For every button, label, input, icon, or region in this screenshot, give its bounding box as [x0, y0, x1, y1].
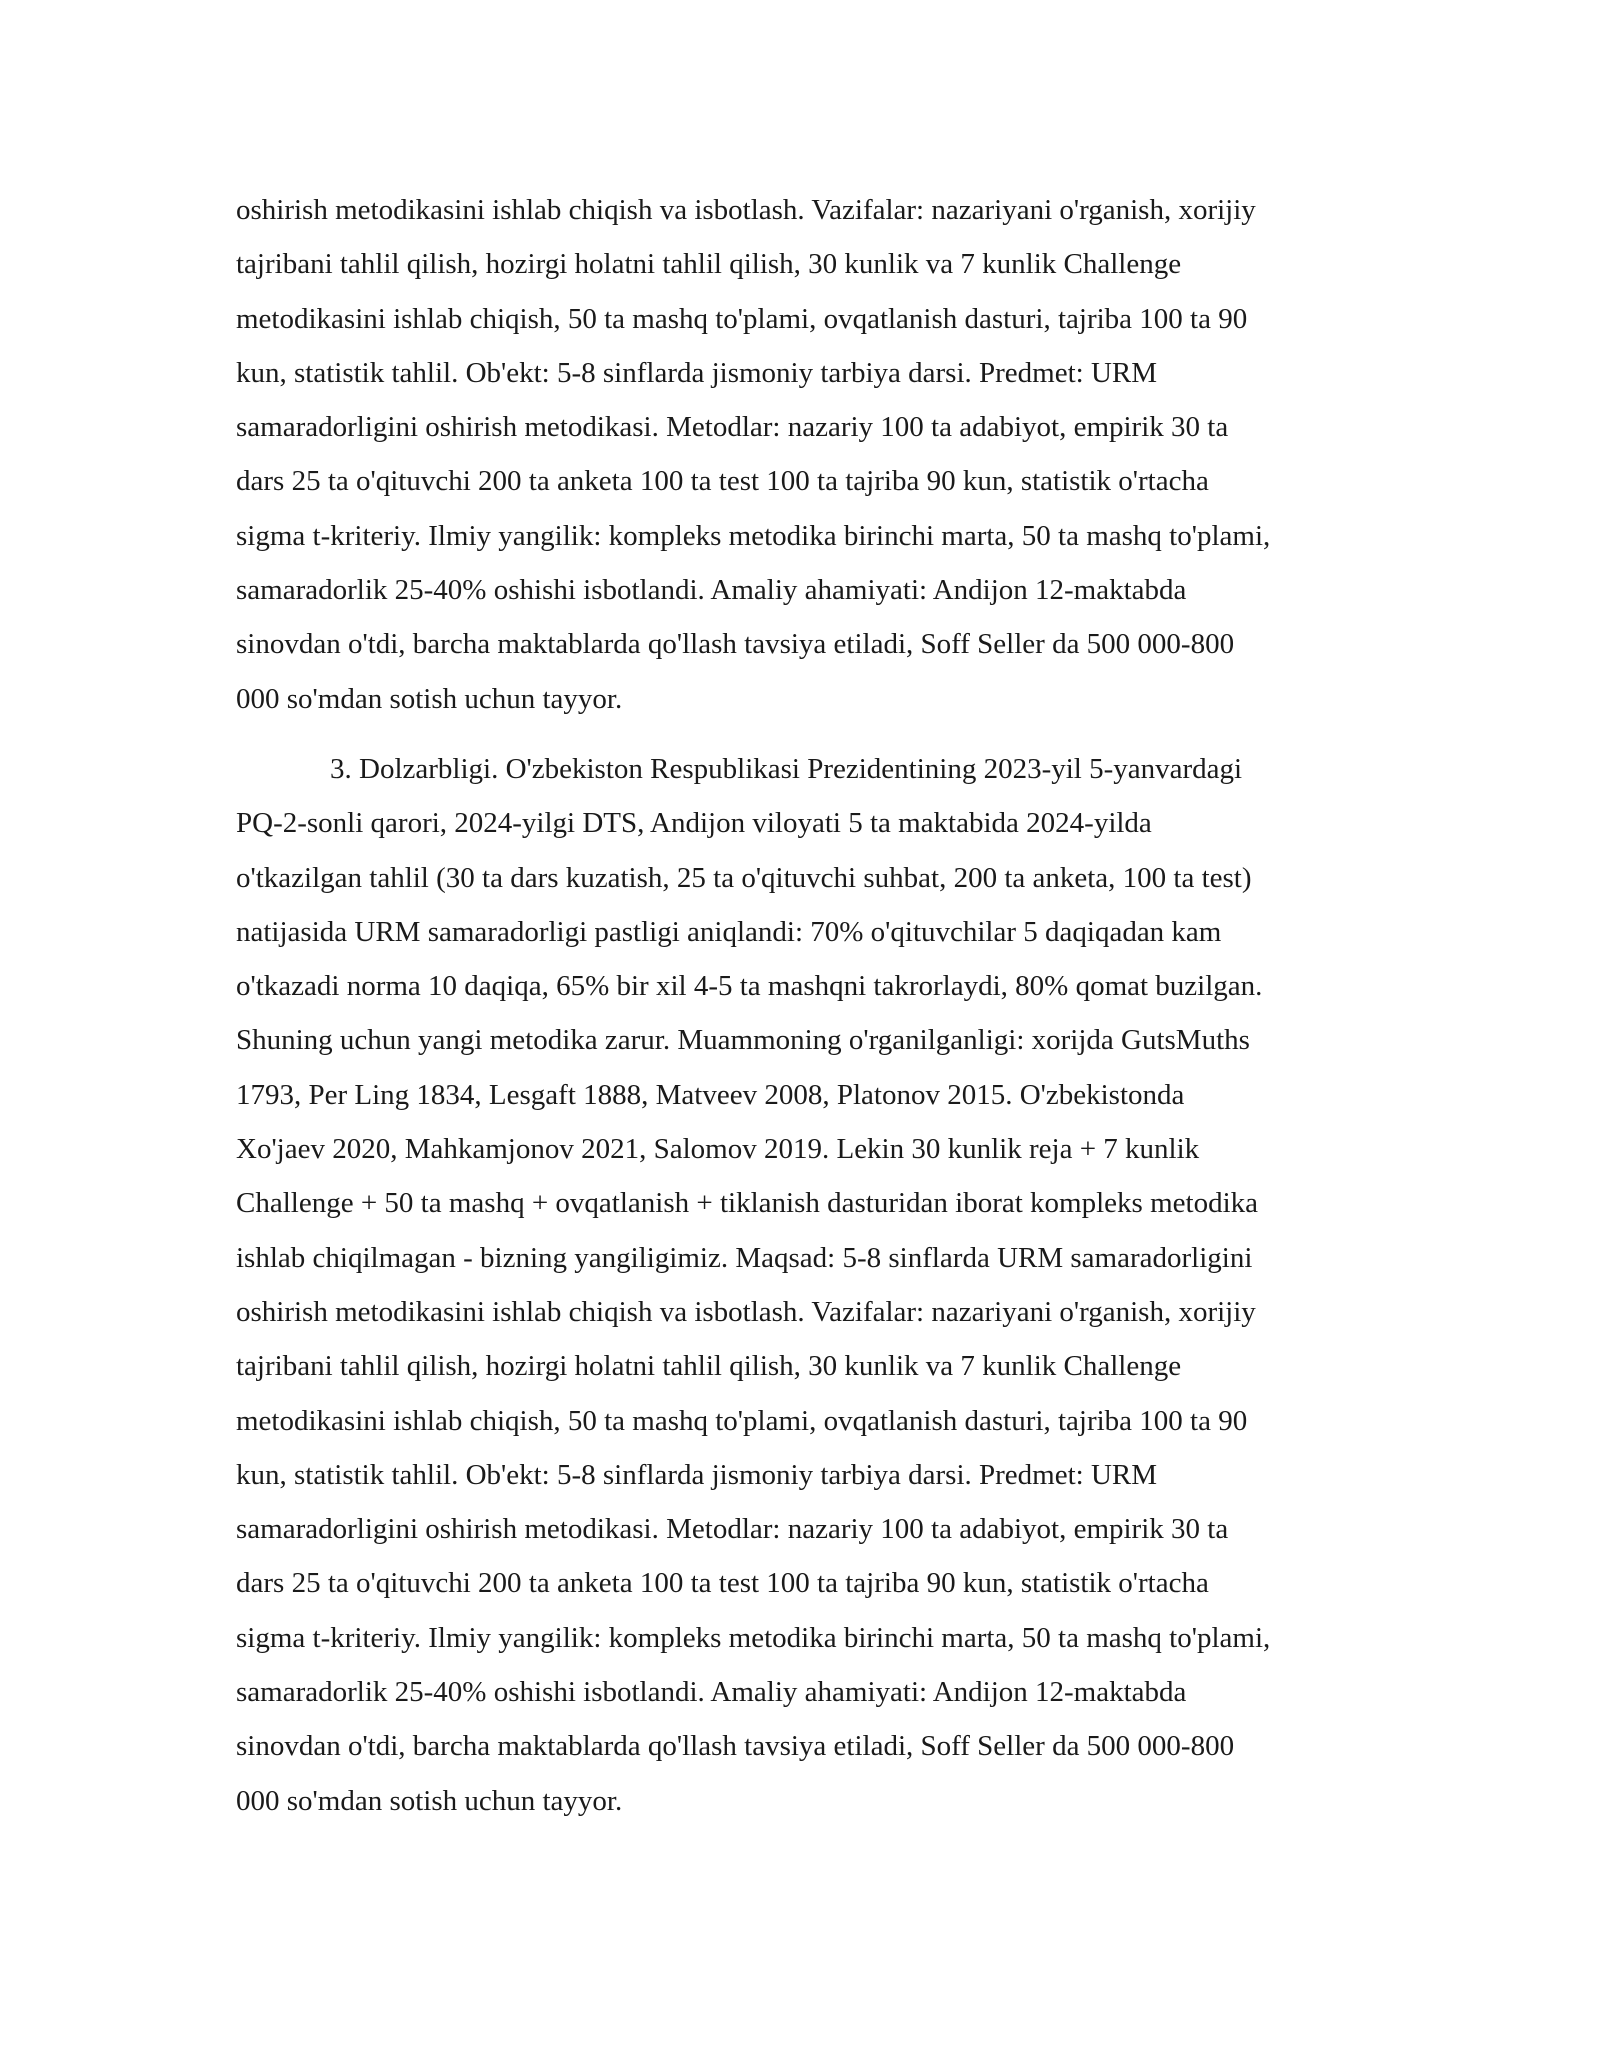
paragraph-1: [236, 183, 1366, 726]
text-line: o'tkazilgan tahlil (30 ta dars kuzatish, 25 ta o'qituvchi suhbat, 200 ta anketa, 100 ta test): [236, 861, 1252, 894]
text-line: sinovdan o'tdi, barcha maktablarda qo'llash tavsiya etiladi, Soff Seller da 500 000-800: [236, 1730, 1235, 1763]
text-line: oshirish metodikasini ishlab chiqish va isbotlash. Vazifalar: nazariyani o'rganish, xorijiy: [236, 194, 1256, 226]
text-line: sinovdan o'tdi, barcha maktablarda qo'llash tavsiya etiladi, Soff Seller da 500 000-800: [236, 628, 1235, 661]
text-line: 000 so'mdan sotish uchun tayyor.: [236, 682, 623, 715]
text-line: sigma t-kriteriy. Ilmiy yangilik: kompleks metodika birinchi marta, 50 ta mashq to'plami,: [236, 1621, 1271, 1654]
text-line: samaradorligini oshirish metodikasi. Metodlar: nazariy 100 ta adabiyot, empirik 30 ta: [236, 411, 1229, 444]
text-line: kun, statistik tahlil. Ob'ekt: 5-8 sinflarda jismoniy tarbiya darsi. Predmet: URM: [236, 356, 1158, 389]
text-line: Xo'jaev 2020, Mahkamjonov 2021, Salomov 2019. Lekin 30 kunlik reja + 7 kunlik: [236, 1133, 1200, 1166]
text-line: tajribani tahlil qilish, hozirgi holatni tahlil qilish, 30 kunlik va 7 kunlik Challenge: [236, 248, 1182, 281]
text-line: Challenge + 50 ta mashq + ovqatlanish + tiklanish dasturidan iborat kompleks metodika: [236, 1187, 1258, 1220]
text-line: 1793, Per Ling 1834, Lesgaft 1888, Matveev 2008, Platonov 2015. O'zbekistonda: [236, 1078, 1185, 1111]
text-line: 000 so'mdan sotish uchun tayyor.: [236, 1784, 623, 1817]
text-line: PQ-2-sonli qarori, 2024-yilgi DTS, Andijon viloyati 5 ta maktabida 2024-yilda: [236, 807, 1152, 840]
text-line: oshirish metodikasini ishlab chiqish va isbotlash. Vazifalar: nazariyani o'rganish, xorijiy: [236, 1295, 1256, 1328]
text-line-first: 3. Dolzarbligi. O'zbekiston Respublikasi Prezidentining 2023-yil 5-yanvardagi: [330, 752, 1243, 785]
text-line: natijasida URM samaradorligi pastligi aniqlandi: 70% o'qituvchilar 5 daqiqadan kam: [236, 915, 1222, 948]
text-line: samaradorligini oshirish metodikasi. Metodlar: nazariy 100 ta adabiyot, empirik 30 ta: [236, 1513, 1229, 1546]
text-line: samaradorlik 25-40% oshishi isbotlandi. Amaliy ahamiyati: Andijon 12-maktabda: [236, 574, 1187, 607]
text-line: ishlab chiqilmagan - bizning yangiligimiz. Maqsad: 5-8 sinflarda URM samaradorligini: [236, 1241, 1253, 1274]
text-line: sigma t-kriteriy. Ilmiy yangilik: kompleks metodika birinchi marta, 50 ta mashq to'plami,: [236, 519, 1271, 552]
paragraph-2: [236, 742, 1366, 1828]
text-line: Shuning uchun yangi metodika zarur. Muammoning o'rganilganligi: xorijda GutsMuths: [236, 1024, 1250, 1057]
text-line: metodikasini ishlab chiqish, 50 ta mashq to'plami, ovqatlanish dasturi, tajriba 100 ta 90: [236, 1404, 1248, 1437]
text-line: samaradorlik 25-40% oshishi isbotlandi. Amaliy ahamiyati: Andijon 12-maktabda: [236, 1676, 1187, 1709]
text-line: tajribani tahlil qilish, hozirgi holatni tahlil qilish, 30 kunlik va 7 kunlik Challenge: [236, 1350, 1182, 1383]
text-line: dars 25 ta o'qituvchi 200 ta anketa 100 ta test 100 ta tajriba 90 kun, statistik o'rtacha: [236, 1567, 1209, 1600]
document-body: [236, 183, 1366, 1828]
text-line: kun, statistik tahlil. Ob'ekt: 5-8 sinflarda jismoniy tarbiya darsi. Predmet: URM: [236, 1458, 1158, 1491]
text-line: metodikasini ishlab chiqish, 50 ta mashq to'plami, ovqatlanish dasturi, tajriba 100 ta 90: [236, 302, 1248, 335]
text-line: dars 25 ta o'qituvchi 200 ta anketa 100 ta test 100 ta tajriba 90 kun, statistik o'rtacha: [236, 465, 1209, 498]
text-line: o'tkazadi norma 10 daqiqa, 65% bir xil 4-5 ta mashqni takrorlaydi, 80% qomat buzilgan.: [236, 970, 1263, 1003]
paragraph-spacer: [236, 726, 1366, 742]
